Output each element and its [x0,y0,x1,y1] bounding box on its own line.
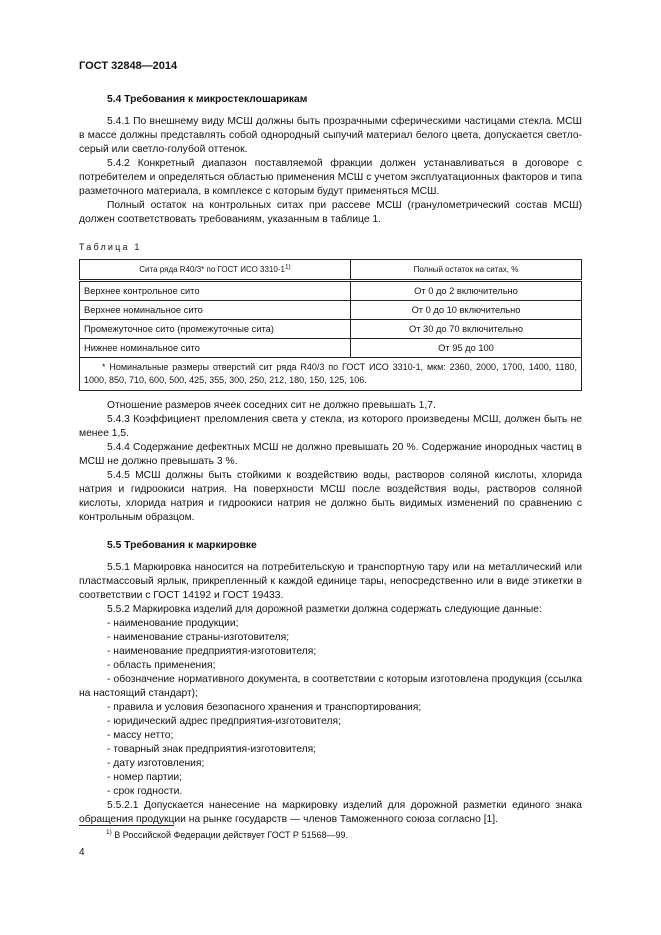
list-item: - наименование предприятия-изготовителя; [107,646,317,657]
table-cell-residue: От 95 до 100 [351,339,582,358]
list-item: - товарный знак предприятия-изготовителя; [107,744,317,755]
section-5-4-heading: 5.4 Требования к микростеклошарикам [107,94,308,105]
paragraph-5-5-2: 5.5.2 Маркировка изделий для дорожной разметки должна содержать следующие данные: [107,604,542,615]
page-content [79,93,582,827]
paragraph-5-4-3: 5.4.3 Коэффициент преломления света у стекла, из которого произведены МСШ, должен быть не менее 1,5. [79,414,582,439]
list-item: - область применения; [107,660,216,671]
list-item: - наименование продукции; [107,618,239,629]
paragraph-5-4-5: 5.4.5 МСШ должны быть стойкими к воздействию воды, растворов соляной кислоты, хлорида натрия и гидроокиси натрия. На поверхности МСШ после воздействия воды, растворов соляной кислоты, хлорида натрия и гидроокиси натрия не должно быть видимых изменений по сравнению с контрольным образцом. [79,470,582,523]
list-item: - номер партии; [107,772,182,783]
table-cell-sieve: Верхнее контрольное сито [80,281,351,301]
list-item: - массу нетто; [107,730,174,741]
table-cell-sieve: Промежуточное сито (промежуточные сита) [80,320,351,339]
table-cell-residue: От 0 до 2 включительно [351,281,582,301]
table-cell-residue: От 0 до 10 включительно [351,301,582,320]
paragraph-5-4-1: 5.4.1 По внешнему виду МСШ должны быть прозрачными сферическими частицами стекла. МСШ в массе должны представлять собой однородный сыпучий материал белого цвета, допускается светло-серый или светло-голубой оттенок. [79,116,582,155]
table-row [80,301,582,320]
footnote-mark: 1) [106,829,112,836]
list-item: - срок годности. [107,786,183,797]
table-header-sieve-label: Сита ряда R40/3* по ГОСТ ИСО 3310-1 [139,265,285,274]
paragraph-5-5-2-1: 5.5.2.1 Допускается нанесение на маркировку изделий для дорожной разметки единого знака обращения продукции на рынке государств — членов Таможенного союза согласно [1]. [79,800,582,825]
table-note: * Номинальные размеры отверстий сит ряда R40/3 по ГОСТ ИСО 3310-1, мкм: 2360, 2000, 1700, 1400, 1180, 1000, 850, 710, 600, 500, 425, 355, 300, 250, 212, 180, 150, 125, 106. [80,358,582,391]
table-caption: Таблица 1 [79,242,142,252]
table-cell-residue: От 30 до 70 включительно [351,320,582,339]
footnote-text: В Российской Федерации действует ГОСТ Р 51568—99. [111,830,348,840]
page-number: 4 [79,847,85,858]
table-cell-sieve: Верхнее номинальное сито [80,301,351,320]
list-item: - юридический адрес предприятия-изготовителя; [107,716,341,727]
footnote-separator [79,825,174,826]
table-row [80,320,582,339]
paragraph-sieve-ratio: Отношение размеров ячеек соседних сит не должно превышать 1,7. [107,400,436,411]
table-1 [79,259,582,391]
table-note-row [80,358,582,391]
paragraph-5-4-2: 5.4.2 Конкретный диапазон поставляемой фракции должен устанавливаться в договоре с потребителем и определяться областью применения МСШ с учетом эксплуатационных факторов и типа разметочного материала, в комплексе с которым будут применяться МСШ. [79,158,582,197]
after-table-block [79,399,582,525]
paragraph-5-5-1: 5.5.1 Маркировка наносится на потребительскую и транспортную тару или на металлический или пластмассовый ярлык, прикрепленный к каждой единице тары, непосредственно или в виде этикетки в соответствии с ГОСТ 14192 и ГОСТ 19433. [79,562,582,601]
table-row [80,281,582,301]
document-header: ГОСТ 32848—2014 [79,60,178,72]
footnote [106,828,348,842]
footnote-ref: 1) [284,263,291,271]
list-item: - правила и условия безопасного хранения и транспортирования; [107,702,422,713]
list-item: - наименование страны-изготовителя; [107,632,290,643]
list-item: - дату изготовления; [107,758,205,769]
table-row [80,339,582,358]
section-5-5-heading: 5.5 Требования к маркировке [107,540,257,551]
table-cell-sieve: Нижнее номинальное сито [80,339,351,358]
list-item: - обозначение нормативного документа, в соответствии с которым изготовлена продукция (ссылка на настоящий стандарт); [79,674,582,699]
table-header-sieve [80,260,351,281]
paragraph-residue: Полный остаток на контрольных ситах при рассеве МСШ (гранулометрический состав МСШ) должен соответствовать требованиям, указанным в таблице 1. [79,200,582,225]
table-header-residue: Полный остаток на ситах, % [351,260,582,281]
table-header-row [80,260,582,281]
paragraph-5-4-4: 5.4.4 Содержание дефектных МСШ не должно превышать 20 %. Содержание инородных частиц в МСШ не должно превышать 3 %. [79,442,582,467]
